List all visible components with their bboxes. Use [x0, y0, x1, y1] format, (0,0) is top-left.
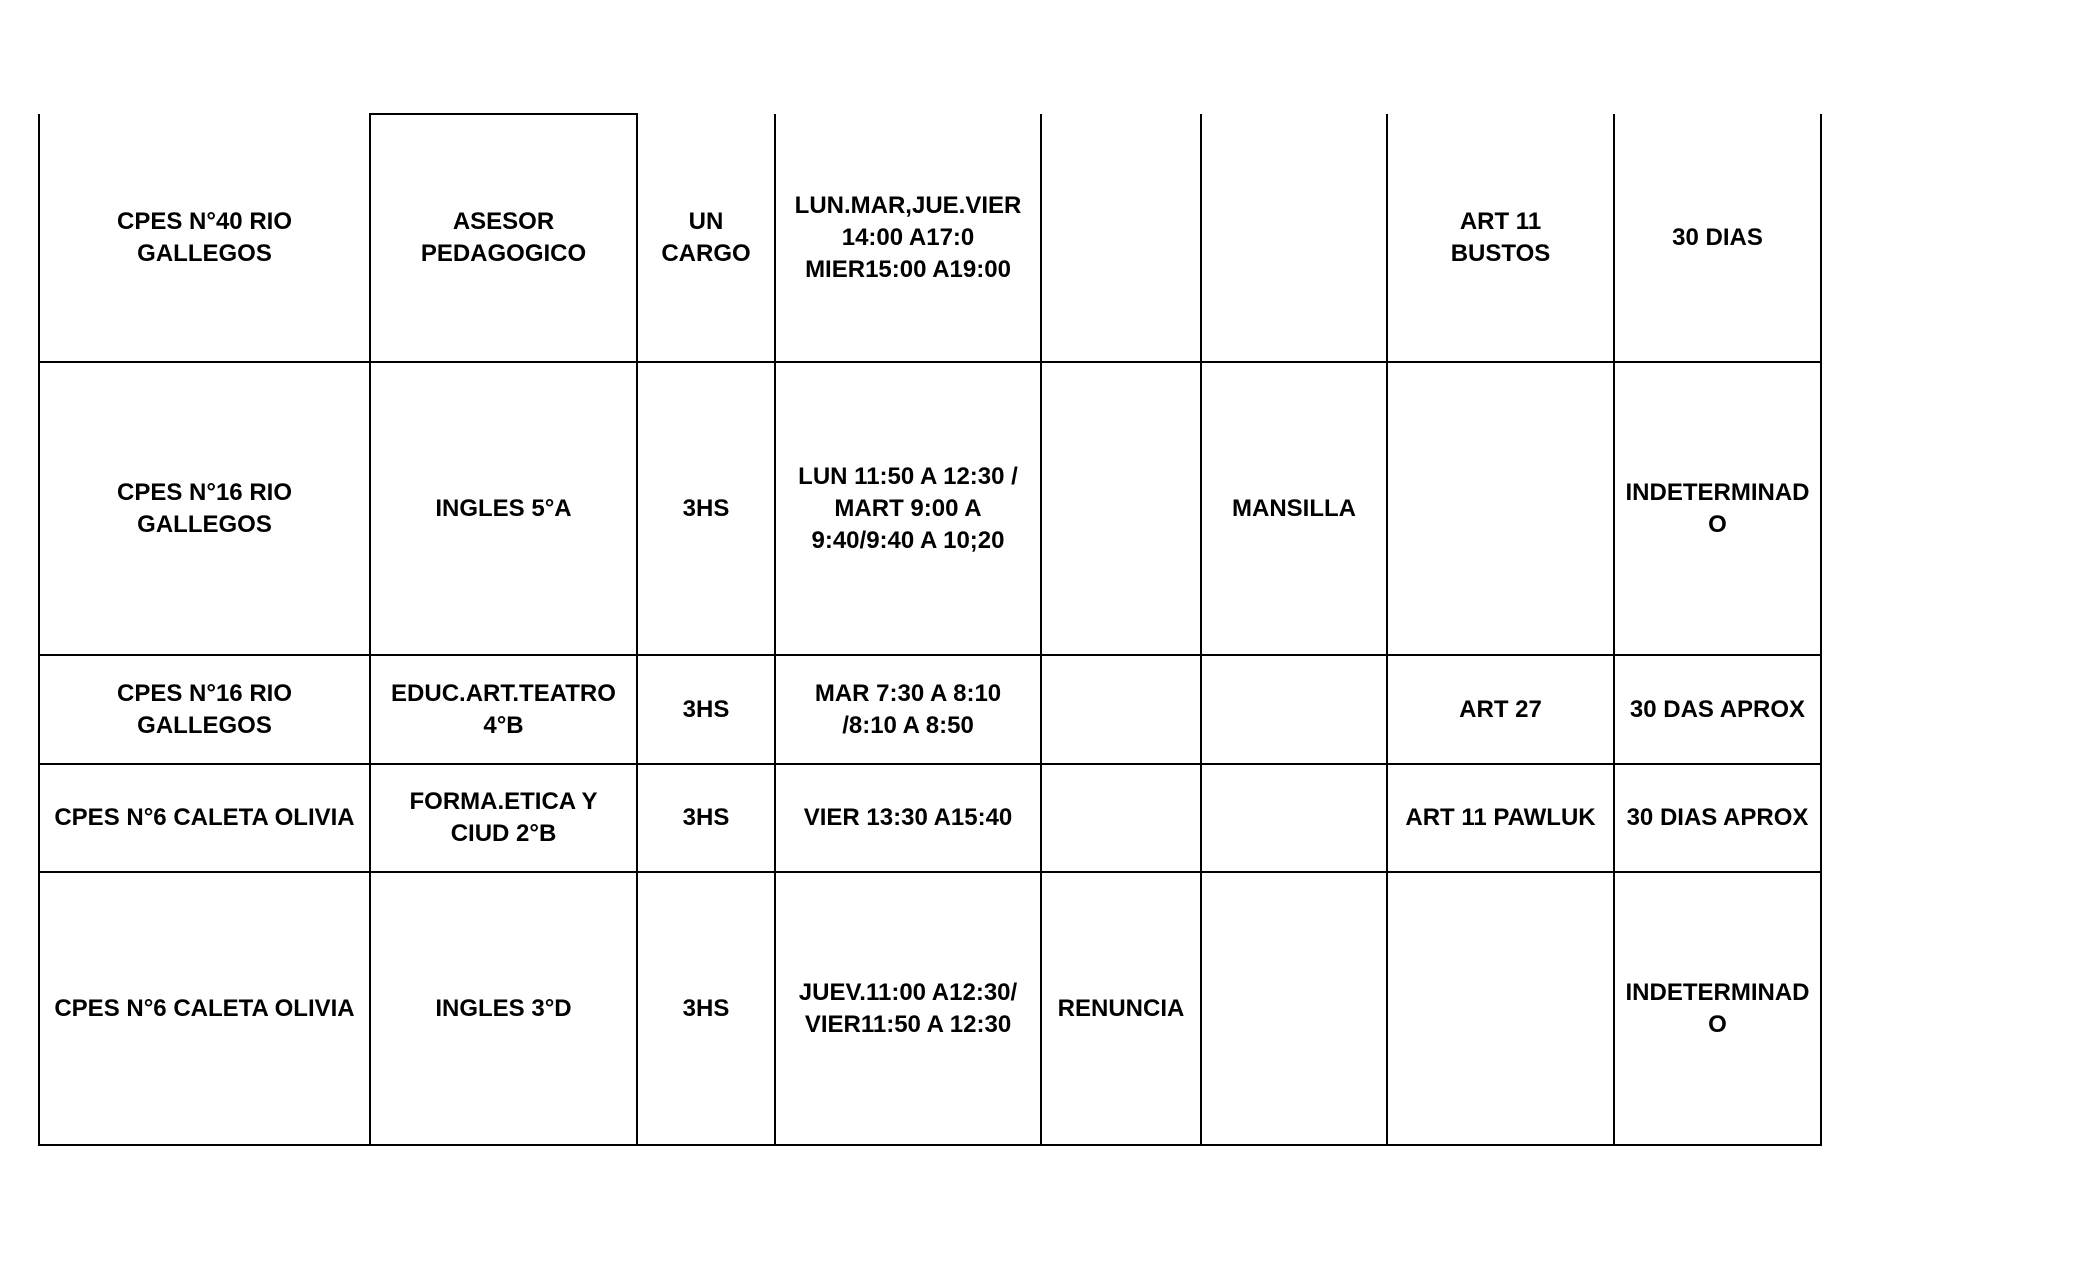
subject-cell: ASESOR PEDAGOGICO [370, 114, 637, 362]
teacher-cell [1201, 114, 1387, 362]
subject-cell: INGLES 3°D [370, 872, 637, 1145]
schedule-cell: VIER 13:30 A15:40 [775, 764, 1041, 872]
table-row [39, 362, 1821, 655]
schedule-cell: LUN 11:50 A 12:30 / MART 9:00 A 9:40/9:40 A 10;20 [775, 362, 1041, 655]
reason-cell [1041, 362, 1201, 655]
school-cell: CPES N°16 RIO GALLEGOS [39, 362, 370, 655]
duration-cell: 30 DIAS [1614, 114, 1821, 362]
teacher-cell [1201, 764, 1387, 872]
hours-cell: UN CARGO [637, 114, 775, 362]
hours-cell: 3HS [637, 362, 775, 655]
schedule-cell: MAR 7:30 A 8:10 /8:10 A 8:50 [775, 655, 1041, 764]
hours-cell: 3HS [637, 764, 775, 872]
teacher-cell [1201, 872, 1387, 1145]
school-cell: CPES N°16 RIO GALLEGOS [39, 655, 370, 764]
table-row [39, 114, 1821, 362]
subject-cell: EDUC.ART.TEATRO 4°B [370, 655, 637, 764]
hours-cell: 3HS [637, 872, 775, 1145]
school-cell: CPES N°6 CALETA OLIVIA [39, 872, 370, 1145]
hours-cell: 3HS [637, 655, 775, 764]
duration-cell: 30 DIAS APROX [1614, 764, 1821, 872]
schedule-cell: LUN.MAR,JUE.VIER 14:00 A17:0 MIER15:00 A19:00 [775, 114, 1041, 362]
table-row [39, 655, 1821, 764]
duration-cell: INDETERMINAD O [1614, 872, 1821, 1145]
reason-cell [1041, 764, 1201, 872]
duration-cell: 30 DAS APROX [1614, 655, 1821, 764]
table-row [39, 764, 1821, 872]
article-cell: ART 11 PAWLUK [1387, 764, 1614, 872]
subject-cell: INGLES 5°A [370, 362, 637, 655]
school-cell: CPES N°6 CALETA OLIVIA [39, 764, 370, 872]
table-row [39, 872, 1821, 1145]
reason-cell [1041, 655, 1201, 764]
article-cell: ART 27 [1387, 655, 1614, 764]
article-cell [1387, 362, 1614, 655]
teacher-cell: MANSILLA [1201, 362, 1387, 655]
duration-cell: INDETERMINAD O [1614, 362, 1821, 655]
article-cell [1387, 872, 1614, 1145]
article-cell: ART 11 BUSTOS [1387, 114, 1614, 362]
reason-cell: RENUNCIA [1041, 872, 1201, 1145]
schedule-table [38, 113, 1822, 1146]
schedule-cell: JUEV.11:00 A12:30/ VIER11:50 A 12:30 [775, 872, 1041, 1145]
reason-cell [1041, 114, 1201, 362]
school-cell: CPES N°40 RIO GALLEGOS [39, 114, 370, 362]
teacher-cell [1201, 655, 1387, 764]
subject-cell: FORMA.ETICA Y CIUD 2°B [370, 764, 637, 872]
